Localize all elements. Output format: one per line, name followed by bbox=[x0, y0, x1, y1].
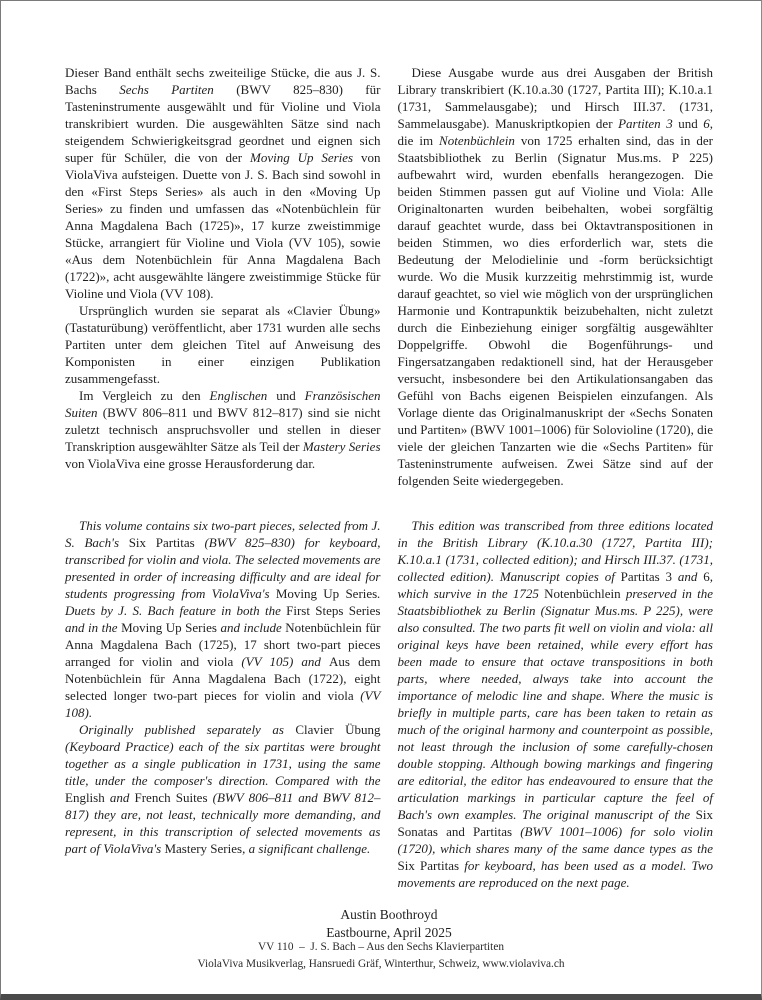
paragraph: Originally published separately as Clavier Übung (Keyboard Practice) each of the six partitas were brought together as a single publication in 1731, using the same title, under the composer's direction. Compared with the English and French Suites (BWV 806–811 and BWV 812–817) they are, not least, technically more demanding, and represent, in this transcription of selected movements as part of ViolaViva's Mastery Series, a significant challenge. bbox=[65, 722, 381, 856]
section-english-preface bbox=[65, 517, 713, 891]
signature-name: Austin Boothroyd bbox=[340, 907, 438, 922]
page-footer bbox=[0, 939, 762, 972]
signature-place-date: Eastbourne, April 2025 bbox=[326, 924, 452, 940]
paragraph: Im Vergleich zu den Englischen und Französischen Suiten (BWV 806–811 und BWV 812–817) sind sie nicht zuletzt technisch anspruchsvoller und stellen in dieser Transkription ausgewählter Sätze als Teil der Mastery Series von ViolaViva eine grosse Herausforderung dar. bbox=[65, 388, 381, 471]
german-left-column bbox=[65, 64, 381, 489]
footer-publisher-line: ViolaViva Musikverlag, Hansruedi Gräf, Winterthur, Schweiz, www.violaviva.ch bbox=[197, 957, 565, 970]
paragraph: This volume contains six two-part pieces, selected from J. S. Bach's Six Partitas (BWV 825–830) for keyboard, transcribed for violin and viola. The selected movements are presented in order of increasing difficulty and are ideal for students progressing from ViolaViva's Moving Up Series. Duets by J. S. Bach feature in both the First Steps Series and in the Moving Up Series and include Notenbüchlein für Anna Magdalena Bach (1725), 17 short two-part pieces arranged for violin and viola (VV 105) and Aus dem Notenbüchlein für Anna Magdalena Bach (1722), eight selected longer two-part pieces for violin and viola (VV 108). bbox=[65, 518, 381, 720]
paragraph: This edition was transcribed from three editions located in the British Library (K.10.a.30 (1727, Partita III); K.10.a.1 (1731, collected edition); and Hirsch III.37. (1731, collected edition). Manuscript copies of Partitas 3 and 6, which survive in the 1725 Notenbüchlein preserved in the Staatsbibliothek zu Berlin (Signatur Mus.ms. P 225), were also consulted. The two parts fit well on violin and viola: all original keys have been retained, while every effort has been made to ensure that octave transpositions in both parts, where needed, always take into account the importance of melodic line and shape. Where the music is briefly in multiple parts, care has been taken to retain as much of the original harmony and counterpoint as possible, not least through the inclusion of some carefully-chosen double stopping. Although bowing markings and fingering are editorial, the editor has endeavoured to ensure that the articulation markings in particular capture the feel of Bach's own examples. The original manuscript of the Six Sonatas and Partitas (BWV 1001–1006) for solo violin (1720), which shares many of the same dance types as the Six Partitas for keyboard, has been used as a model. Two movements are reproduced on the next page. bbox=[397, 518, 713, 890]
english-right-column bbox=[398, 517, 714, 891]
signature-block bbox=[65, 906, 713, 941]
english-left-column bbox=[65, 517, 381, 891]
paragraph: Dieser Band enthält sechs zweiteilige Stücke, die aus J. S. Bachs Sechs Partiten (BWV 825–830) für Tasteninstrumente ausgewählt und für Violine und Viola transkribiert wurden. Die ausgewählten Sätze sind nach steigendem Schwierigkeitsgrad geordnet und eignen sich super für Schüler, die von der Moving Up Series von ViolaViva aufsteigen. Duette von J. S. Bach sind sowohl in den «First Steps Series» als auch in den «Moving Up Series» zu finden und umfassen das «Notenbüchlein für Anna Magdalena Bach (1725)», 17 kurze zweistimmige Stücke, arrangiert für Violine und Viola (VV 105), sowie «Aus dem Notenbüchlein für Anna Magdalena Bach (1722)», acht ausgewählte längere zweistimmige Stücke für Violine und Viola (VV 108). bbox=[65, 65, 381, 301]
footer-catalog-line: VV 110 – J. S. Bach – Aus den Sechs Klavierpartiten bbox=[258, 941, 504, 953]
paragraph: Diese Ausgabe wurde aus drei Ausgaben der British Library transkribiert (K.10.a.30 (1727, Partita III); K.10.a.1 (1731, Sammelausgabe); und Hirsch III.37. (1731, Sammelausgabe). Manuskriptkopien der Partiten 3 und 6, die im Notenbüchlein von 1725 erhalten sind, das in der Staatsbibliothek zu Berlin (Signatur Mus.ms. P 225) aufbewahrt wird, wurden ebenfalls herangezogen. Die beiden Stimmen passen gut auf Violine und Viola: Alle Originaltonarten wurden beibehalten, wobei sorgfältig darauf geachtet wurde, dass bei Oktavtranspositionen in beiden Stimmen, wo dies erforderlich war, stets die Bedeutung der Melodielinie und -form berücksichtigt wurde. Wo die Musik kurzzeitig mehrstimmig ist, wurde darauf geachtet, so viel wie möglich von der ursprünglichen Harmonie und Kontrapunktik beizubehalten, nicht zuletzt durch die Einbeziehung einiger sorgfältig ausgewählter Doppelgriffe. Obwohl die Bogenführungs- und Fingersatzangaben redaktionell sind, hat der Herausgeber versucht, insbesondere bei den Artikulationsangaben das Gefühl von Bachs eigenen Beispielen einzufangen. Als Vorlage diente das Originalmanuskript der «Sechs Sonaten und Partiten» (BWV 1001–1006) für Solovioline (1720), die viele der gleichen Tanzarten wie die «Sechs Partiten» für Tasteninstrumente aufweisen. Zwei Sätze sind auf der folgenden Seite wiedergegeben. bbox=[397, 65, 714, 488]
paragraph: Ursprünglich wurden sie separat als «Clavier Übung» (Tastaturübung) veröffentlicht, aber 1731 wurden alle sechs Partiten unter dem gleichen Titel auf Anweisung des Komponisten in einer einzigen Publikation zusammengefasst. bbox=[65, 303, 381, 386]
german-right-column bbox=[398, 64, 714, 489]
section-german-preface bbox=[65, 64, 713, 489]
